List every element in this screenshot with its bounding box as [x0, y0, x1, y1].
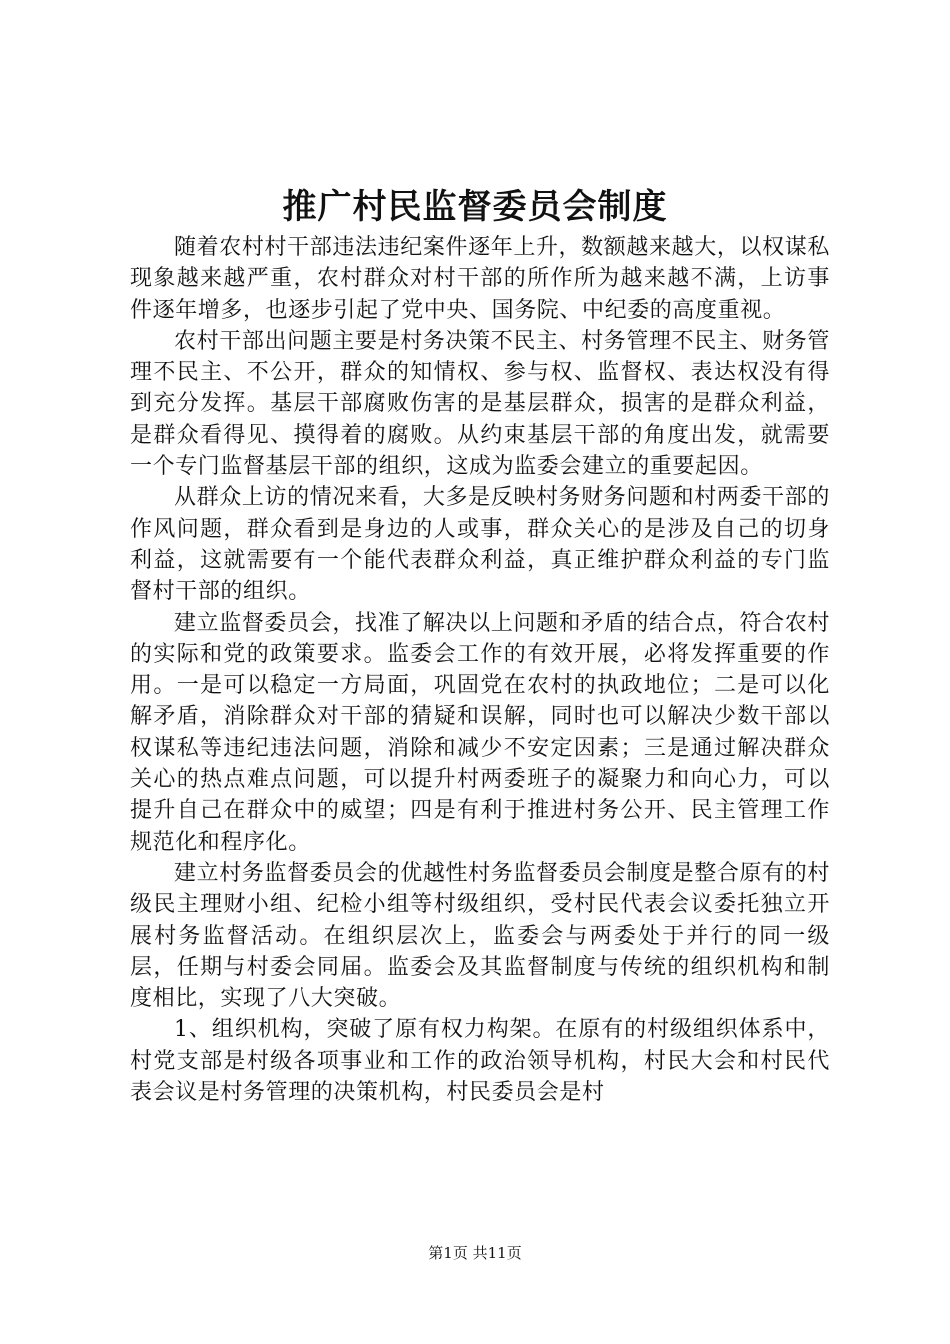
paragraph-6: 1、组织机构，突破了原有权力构架。在原有的村级组织体系中，村党支部是村级各项事业和工作的政治领导机构，村民大会和村民代表会议是村务管理的决策机构，村民委员会是村 — [130, 1017, 830, 1106]
paragraph-4: 建立监督委员会，找准了解决以上问题和矛盾的结合点，符合农村的实际和党的政策要求。监委会工作的有效开展，必将发挥重要的作用。一是可以稳定一方局面，巩固党在农村的执政地位；二是可以化解矛盾，消除群众对干部的猜疑和误解，同时也可以解决少数干部以权谋私等违纪违法问题，消除和减少不安定因素；三是通过解决群众关心的热点难点问题，可以提升村两委班子的凝聚力和向心力，可以提升自己在群众中的威望；四是有利于推进村务公开、民主管理工作规范化和程序化。 — [130, 610, 830, 855]
paragraph-3: 从群众上访的情况来看，大多是反映村务财务问题和村两委干部的作风问题，群众看到是身边的人或事，群众关心的是涉及自己的切身利益，这就需要有一个能代表群众利益，真正维护群众利益的专门监督村干部的组织。 — [130, 485, 830, 605]
paragraph-1: 随着农村村干部违法违纪案件逐年上升，数额越来越大，以权谋私现象越来越严重，农村群众对村干部的所作所为越来越不满，上访事件逐年增多，也逐步引起了党中央、国务院、中纪委的高度重视。 — [130, 235, 830, 323]
paragraph-2: 农村干部出问题主要是村务决策不民主、村务管理不民主、财务管理不民主、不公开，群众的知情权、参与权、监督权、表达权没有得到充分发挥。基层干部腐败伤害的是基层群众，损害的是群众利益，是群众看得见、摸得着的腐败。从约束基层干部的角度出发，就需要一个专门监督基层干部的组织，这成为监委会建立的重要起因。 — [130, 328, 830, 480]
paragraph-5: 建立村务监督委员会的优越性村务监督委员会制度是整合原有的村级民主理财小组、纪检小组等村级组织，受村民代表会议委托独立开展村务监督活动。在组织层次上，监委会与两委处于并行的同一级层，任期与村委会同届。监委会及其监督制度与传统的组织机构和制度相比，实现了八大突破。 — [130, 860, 830, 1012]
document-title: 推广村民监督委员会制度 — [282, 187, 668, 227]
document-body — [130, 232, 830, 1108]
page-footer: 第1页 共11页 — [428, 1244, 522, 1262]
